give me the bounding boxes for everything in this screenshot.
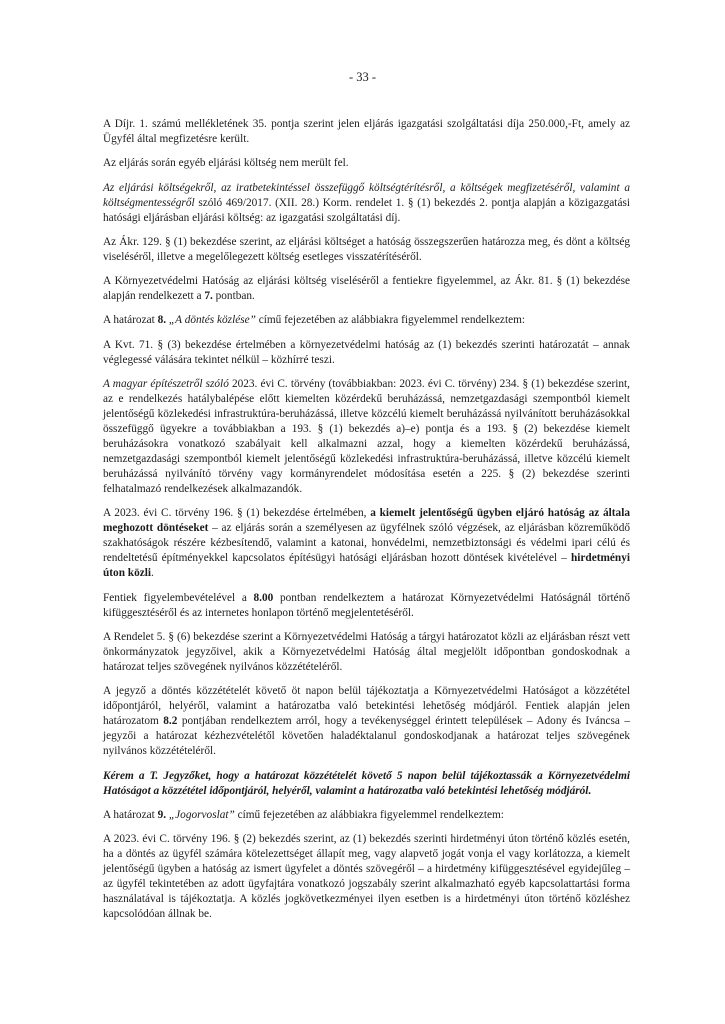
text-run: 2023. évi C. törvény (továbbiakban: 2023. évi C. törvény) 234. § (1) bekezdése szerint, az e rendelkezés hatálybalépése előtt kiemelten közérdekű beruházássá, nemzetgazdasági szempontból kiemelt jelentőségű közlekedési infrastruktúra-beruházássá, illetve közcélú kiemelt beruházássá nyilvánított beruházásokkal összefüggő ügyekre a továbbiakban a 193. § (1) bekezdés a)–e) pontja és a 193. § (2) bekezdése kiemelt beruházásokra vonatkozó szabályait kell alkalmazni azzal, hogy a kiemelten közérdekű beruházássá, nemzetgazdasági szempontból kiemelt jelentőségű közlekedési infrastruktúra-beruházássá, illetve közcélú kiemelt beruházássá nyilvánító törvény vagy kormányrendelet módosítása esetén a 225. § (2) bekezdése szerinti felhatalmazó rendelkezések alkalmazandók.	[103, 378, 630, 496]
paragraph	[103, 808, 630, 823]
text-run: szóló 469/2017. (XII. 28.) Korm. rendelet 1. § (1) bekezdés 2. pontja alapján a közigazgatási hatósági eljárásban eljárási költség: az igazgatási szolgáltatási díj.	[103, 196, 630, 224]
paragraph	[103, 684, 630, 759]
emphasized-text: 8.00	[253, 591, 274, 604]
paragraph	[103, 274, 630, 304]
text-run: című fejezetében az alábbiakra figyelemmel rendelkeztem:	[234, 808, 504, 821]
text-run: pontban rendelkeztem a határozat Környezetvédelmi Hatóságnál történő kifüggesztéséről és az internetes honlapon történő megjelentetéséről.	[103, 591, 630, 619]
emphasized-text: „	[166, 314, 176, 327]
paragraph	[103, 117, 630, 147]
paragraph	[103, 235, 630, 265]
text-run: A Díjr. 1. számú mellékletének 35. pontja szerint jelen eljárás igazgatási szolgáltatási díja 250.000,-Ft, amely az Ügyfél által megfizetésre került.	[103, 118, 630, 145]
paragraph	[103, 630, 630, 675]
emphasized-text: A döntés közlése”	[175, 314, 256, 327]
text-run: A határozat	[103, 314, 158, 327]
text-run: Fentiek figyelembevételével a	[103, 591, 254, 604]
text-run: Az Ákr. 129. § (1) bekezdése szerint, az eljárási költséget a hatóság összegszerűen határozza meg, és dönt a költség viseléséről, illetve a megelőlegezett költség esetleges visszatérítéséről.	[103, 235, 630, 263]
text-run: című fejezetében az alábbiakra figyelemmel rendelkeztem:	[255, 314, 526, 327]
emphasized-text: Jogorvoslat”	[175, 808, 235, 821]
emphasized-text: 9.	[157, 808, 167, 821]
text-run: .	[151, 567, 154, 580]
text-run: pontban.	[212, 290, 255, 303]
paragraph	[103, 338, 630, 368]
text-run: A Kvt. 71. § (3) bekezdése értelmében a környezetvédelmi hatóság az (1) bekezdés szerinti határozatát – annak véglegessé válására tekintet nélkül – közhírré teszi.	[103, 338, 630, 366]
paragraph	[103, 377, 630, 497]
paragraph	[103, 156, 630, 171]
emphasized-text: „	[166, 808, 176, 821]
paragraph	[103, 181, 630, 226]
emphasized-text: 8.2	[163, 715, 178, 728]
document-body	[103, 117, 630, 931]
emphasized-text: A magyar építészetről szóló	[103, 378, 229, 391]
paragraph	[103, 506, 630, 581]
text-run: A Környezetvédelmi Hatóság az eljárási költség viseléséről a fentiekre figyelemmel, az Ákr. 81. § (1) bekezdése alapján rendelkezett a	[103, 275, 630, 303]
text-run: A 2023. évi C. törvény 196. § (1) bekezdése értelmében,	[103, 507, 371, 520]
paragraph	[103, 769, 630, 799]
paragraph	[103, 591, 630, 621]
text-run: Az eljárás során egyéb eljárási költség nem merült fel.	[103, 157, 349, 170]
text-run: pontjában rendelkeztem arról, hogy a tevékenységgel érintett települések – Adony és Iváncsa – jegyzői a határozat kézhezvételétől követően haladéktalanul gondoskodjanak a határozat teljes szövegének nyilvános közzétételéről.	[103, 715, 630, 758]
text-run: A jegyző a döntés közzétételét követő öt napon belül tájékoztatja a Környezetvédelmi Hatóságot a közzététel időpontjáról, helyéről, valamint a határozatba való betekintési lehetőség módjáról. Fentiek alapján jelen határozatom	[103, 685, 630, 728]
emphasized-text: Kérem a T. Jegyzőket, hogy a határozat közzétételét követő 5 napon belül tájékoztassák a Környezetvédelmi Hatóságot a közzététel időpontjáról, helyéről, valamint a határozatba való betekintési lehetőség módjáról.	[103, 769, 630, 797]
paragraph	[103, 832, 630, 922]
paragraph	[103, 313, 630, 328]
emphasized-text: a kiemelt jelentőségű ügyben eljáró hatóság az általa meghozott döntéseket	[103, 507, 630, 535]
emphasized-text: 8.	[157, 314, 167, 327]
emphasized-text: hirdetményi úton közli	[103, 552, 630, 580]
text-run: A 2023. évi C. törvény 196. § (2) bekezdés szerint, az (1) bekezdés szerinti hirdetményi úton történő közlés esetén, ha a döntés az ügyfél számára kötelezettséget állapít meg, vagy alapvető jogát vonja el vagy korlátozza, a kiemelt jelentőségű ügyben a hatóság az ismert ügyfelet a döntés szövegéről – a hirdetmény kifüggesztésével egyidejűleg – az ügyfél tekintetében az adott ügyfajtára vonatkozó jogszabály szerint alkalmazható egyéb kapcsolattartási forma használatával is tájékoztatja. A közlés jogkövetkezményei ilyen esetben is a hirdetményi úton történő közléshez kapcsolódóan állnak be.	[103, 833, 630, 921]
text-run: A Rendelet 5. § (6) bekezdése szerint a Környezetvédelmi Hatóság a tárgyi határozatot közli az eljárásban részt vett önkormányzatok jegyzőivel, akik a Környezetvédelmi Hatóság által megjelölt időpontban gondoskodnak a határozat teljes szövegének nyilvános közzétételéről.	[103, 630, 630, 673]
emphasized-text: Az eljárási költségekről, az iratbetekintéssel összefüggő költségtérítésről, a költségek megfizetéséről, valamint a költségmentességről	[103, 181, 630, 209]
text-run: A határozat	[103, 808, 158, 821]
emphasized-text: 7.	[204, 290, 213, 303]
page-number: - 33 -	[348, 70, 377, 84]
text-run: – az eljárás során a személyesen az ügyfélnek szóló végzések, az eljárásban közreműködő szakhatóságok részére kézbesítendő, valamint a katonai, honvédelmi, nemzetbiztonsági és védelmi ipari célú és rendeltetésű építményekkel kapcsolatos építésügyi hatósági eljárásban hozott döntések kivételével –	[103, 522, 631, 565]
